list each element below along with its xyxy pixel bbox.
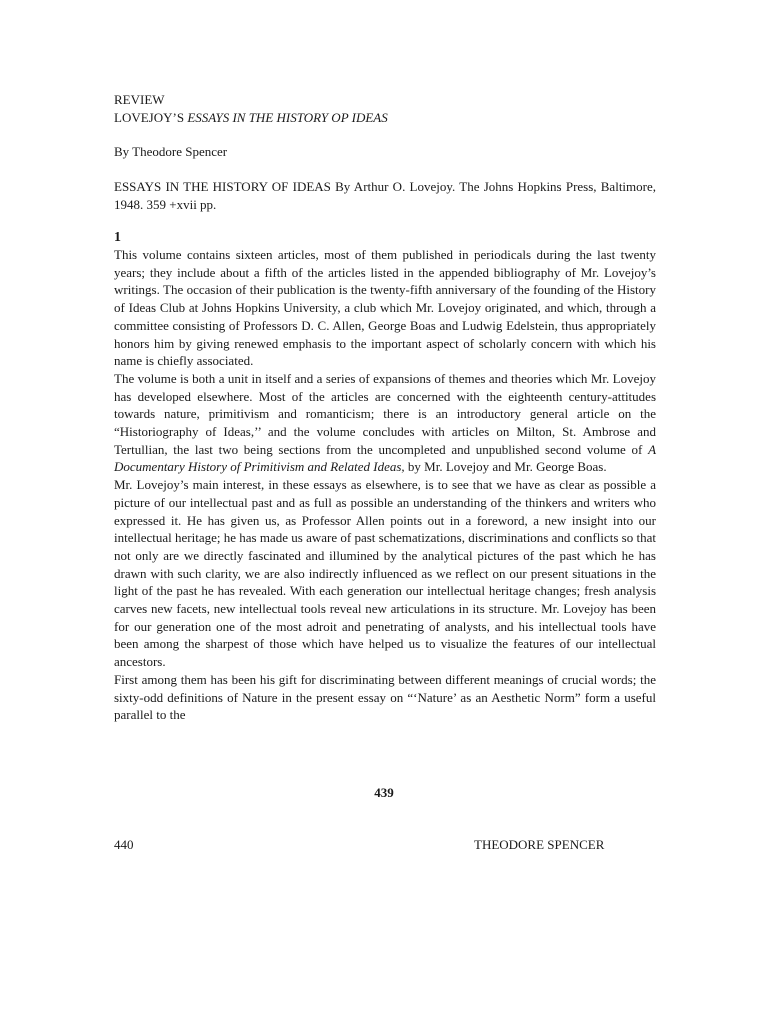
paragraph	[114, 370, 656, 476]
running-head-number: 440	[114, 837, 134, 852]
page-number: 439	[374, 785, 394, 800]
book-title-italic: A Documentary History of Primitivism and Related Ideas,	[114, 441, 657, 475]
paragraph: This volume contains sixteen articles, most of them published in periodicals during the last twenty years; they include about a fifth of the articles listed in the appended bibliography of Mr. Lovejoy’s writings. The occasion of their publication is the twenty-fifth anniversary of the founding of the History of Ideas Club at Johns Hopkins University, a club which Mr. Lovejoy originated, and which, through a committee consisting of Professors D. C. Allen, George Boas and Ludwig Edelstein, thus appropriately honors him by giving renewed emphasis to the important aspect of scholarly concern with which his name is chiefly associated.	[114, 247, 656, 369]
body-text	[114, 246, 656, 724]
paragraph-text: The volume is both a unit in itself and a series of expansions of themes and theories which Mr. Lovejoy has developed elsewhere. Most of the articles are concerned with the eighteenth century-attitudes towards nature, primitivism and romanticism; there is an introductory general article on the “Historiography of Ideas,’’ and the volume concludes with articles on Milton, St. Ambrose and Tertullian, the last two being sections from the uncompleted and unpublished second volume of	[114, 370, 656, 457]
paragraph-text: by Mr. Lovejoy and Mr. George Boas.	[407, 459, 607, 475]
paragraph: First among them has been his gift for discriminating between different meanings of crucial words; the sixty-odd definitions of Nature in the present essay on “‘Nature’ as an Aesthetic Norm” form a useful parallel to the	[114, 671, 656, 723]
running-head-title: THEODORE SPENCER	[474, 837, 605, 852]
paragraph: Mr. Lovejoy’s main interest, in these essays as elsewhere, is to see that we have as clear as possible a picture of our intellectual past and as full as possible an understanding of the thinkers and writers who expressed it. He has given us, as Professor Allen points out in a foreword, a new insight into our intellectual heritage; he has made us aware of past schematizations, discriminations and conflicts so that not only are we directly fascinated and illumined by the analytical pictures of the past which he has drawn with such clarity, we are also indirectly influenced as we reflect on our present situations in the light of the past he has revealed. With each generation our intellectual heritage changes; fresh analysis carves new facets, new intellectual tools reveal new articulations in its structure. Mr. Lovejoy has been for our generation one of the most adroit and penetrating of analysts, and his intellectual tools have been among the sharpest of those which have helped us to visualize the features of our intellectual ancestors.	[114, 477, 656, 670]
book-citation: ESSAYS IN THE HISTORY OF IDEAS By Arthur O. Lovejoy. The Johns Hopkins Press, Baltimore, 1948. 359 +xvii pp.	[114, 179, 656, 212]
review-title	[114, 109, 656, 127]
review-title-prefix: LOVEJOY’S	[114, 109, 185, 125]
review-heading	[114, 91, 656, 126]
section-number: 1	[114, 230, 121, 245]
review-label: REVIEW	[114, 92, 165, 107]
review-title-italic: ESSAYS IN THE HISTORY OP IDEAS	[187, 109, 388, 125]
byline: By Theodore Spencer	[114, 144, 228, 159]
